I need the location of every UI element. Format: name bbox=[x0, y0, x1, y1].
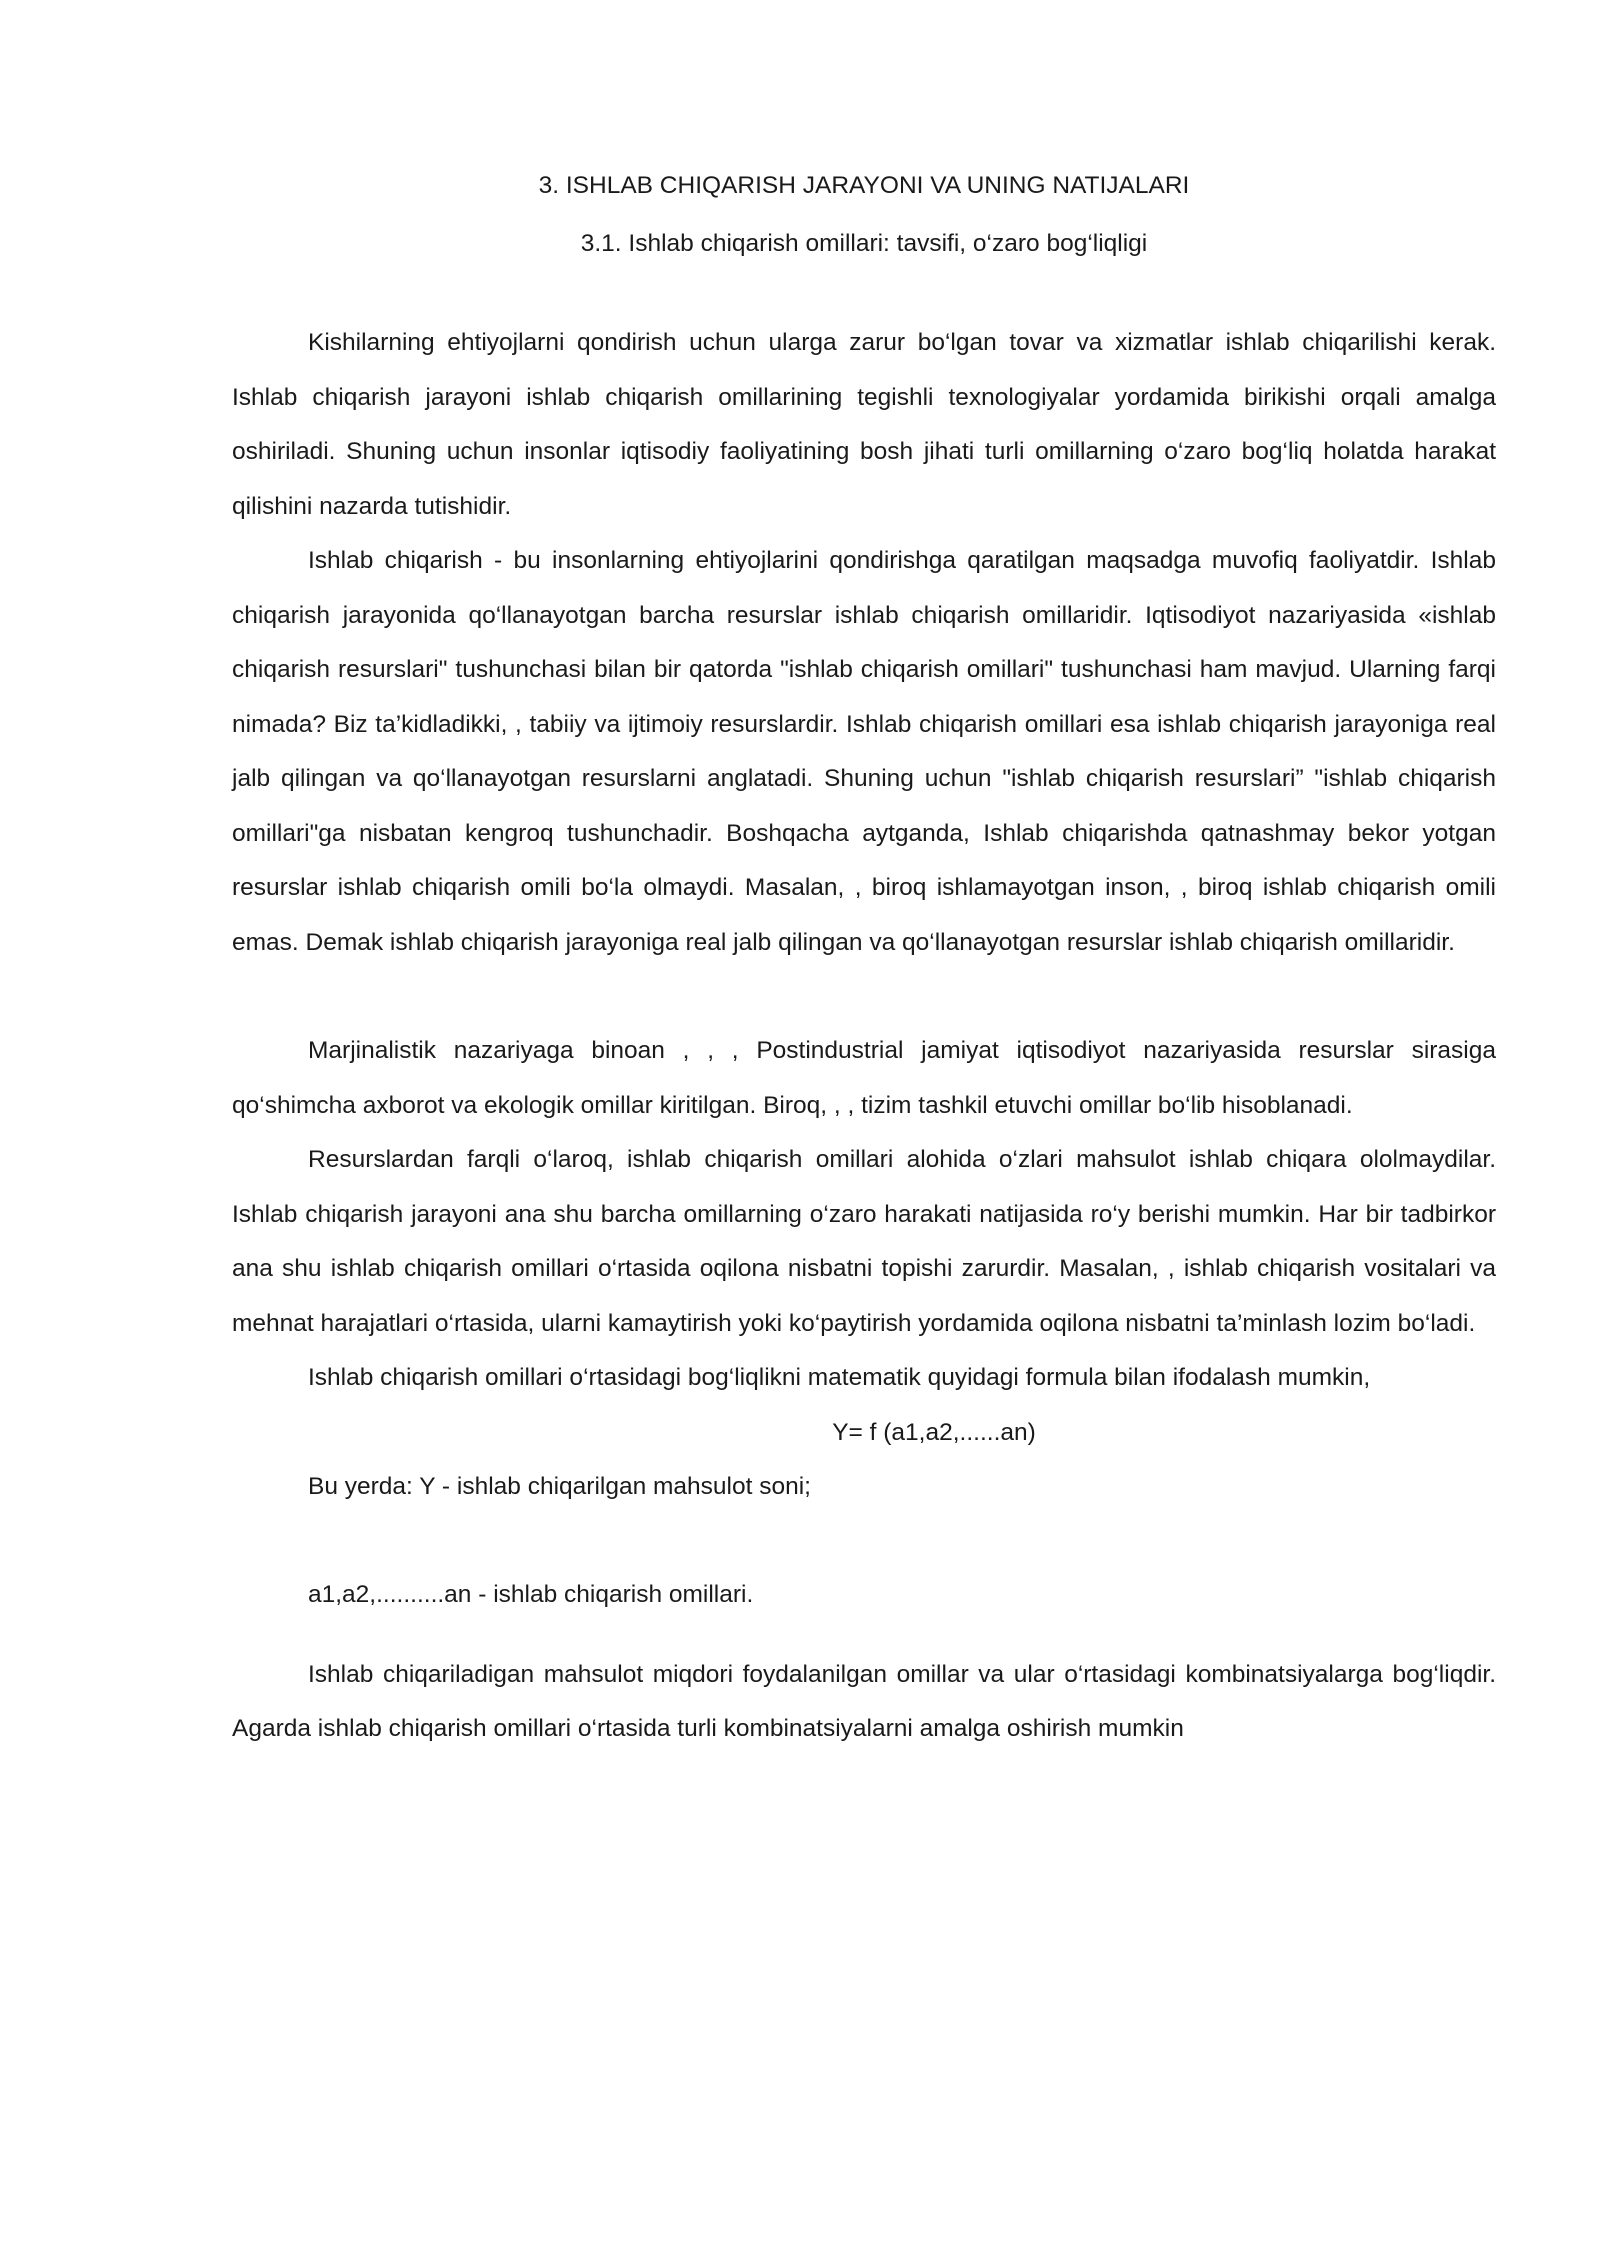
chapter-heading: 3. ISHLAB CHIQARISH JARAYONI VA UNING NATIJALARI bbox=[538, 172, 1190, 199]
formula-legend-y: Bu yerda: Y - ishlab chiqarilgan mahsulot soni; bbox=[308, 1472, 811, 1500]
paragraph-combinations: Ishlab chiqariladigan mahsulot miqdori foydalanilgan omillar va ular o‘rtasidagi kombinatsiyalarga bog‘liqdir. Agarda ishlab chiqarish omillari o‘rtasida turli kombinatsiyalarni amalga oshirish mumkin bbox=[232, 1660, 1496, 1742]
paragraph-formula-intro: Ishlab chiqarish omillari o‘rtasidagi bog‘liqlikni matematik quyidagi formula bilan ifodalash mumkin, bbox=[308, 1364, 1371, 1391]
paragraph-spacer bbox=[232, 970, 1496, 1024]
formula-legend-a: a1,a2,..........an - ishlab chiqarish omillari. bbox=[308, 1580, 754, 1608]
document-body bbox=[232, 168, 1496, 1757]
paragraph-resources: Resurslardan farqli o‘laroq, ishlab chiqarish omillari alohida o‘zlari mahsulot ishlab chiqara ololmaydilar. Ishlab chiqarish jarayoni ana shu barcha omillarning o‘zaro harakati natijasida ro‘y berishi mumkin. Har bir tadbirkor ana shu ishlab chiqarish omillari o‘rtasida oqilona nisbatni topishi zarurdir. Masalan, , ishlab chiqarish vositalari va mehnat harajatlari o‘rtasida, ularni kamaytirish yoki ko‘paytirish yordamida oqilona nisbatni ta’minlash lozim bo‘ladi. bbox=[232, 1146, 1496, 1337]
legend-spacer bbox=[232, 1514, 1496, 1568]
section-heading: 3.1. Ishlab chiqarish omillari: tavsifi, o‘zaro bog‘liqligi bbox=[580, 230, 1148, 257]
paragraph-needs: Kishilarning ehtiyojlarni qondirish uchun ularga zarur bo‘lgan tovar va xizmatlar ishlab chiqarilishi kerak. Ishlab chiqarish jarayoni ishlab chiqarish omillarining tegishli texnologiyalar yordamida birikishi orqali amalga oshiriladi. Shuning uchun insonlar iqtisodiy faoliyatining bosh jihati turli omillarning o‘zaro bog‘liq holatda harakat qilishini nazarda tutishidir. bbox=[232, 329, 1496, 520]
paragraph-production-definition: Ishlab chiqarish - bu insonlarning ehtiyojlarini qondirishga qaratilgan maqsadga muvofiq faoliyatdir. Ishlab chiqarish jarayonida qo‘llanayotgan barcha resurslar ishlab chiqarish omillaridir. Iqtisodiyot nazariyasida «ishlab chiqarish resurslari" tushunchasi bilan bir qatorda "ishlab chiqarish omillari" tushunchasi ham mavjud. Ularning farqi nimada? Biz ta’kidladikki, , tabiiy va ijtimoiy resurslardir. Ishlab chiqarish omillari esa ishlab chiqarish jarayoniga real jalb qilingan va qo‘llanayotgan resurslarni anglatadi. Shuning uchun "ishlab chiqarish resurslari” "ishlab chiqarish omillari"ga nisbatan kengroq tushunchadir. Boshqacha aytganda, Ishlab chiqarishda qatnashmay bekor yotgan resurslar ishlab chiqarish omili bo‘la olmaydi. Masalan, , biroq ishlamayotgan inson, , biroq ishlab chiqarish omili emas. Demak ishlab chiqarish jarayoniga real jalb qilingan va qo‘llanayotgan resurslar ishlab chiqarish omillaridir. bbox=[232, 547, 1496, 956]
paragraph-marginalist: Marjinalistik nazariyaga binoan , , , Postindustrial jamiyat iqtisodiyot nazariyasida resurslar sirasiga qo‘shimcha axborot va ekologik omillar kiritilgan. Biroq, , , tizim tashkil etuvchi omillar bo‘lib hisoblanadi. bbox=[232, 1037, 1496, 1119]
production-formula: Y= f (a1,a2,......an) bbox=[832, 1418, 1036, 1446]
